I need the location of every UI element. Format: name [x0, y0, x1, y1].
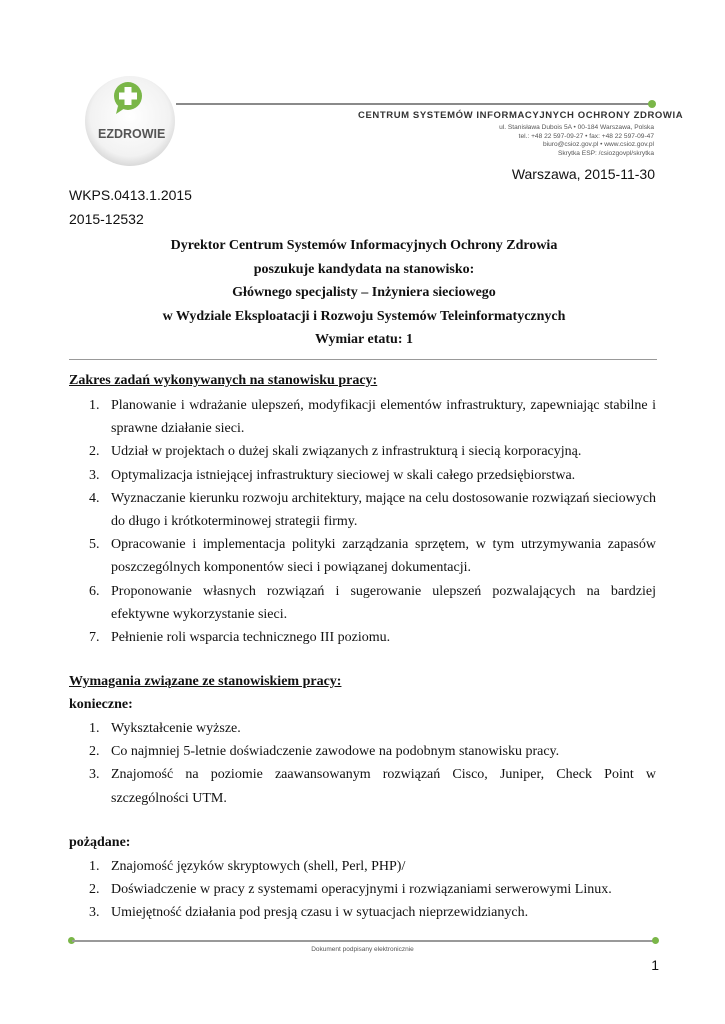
- title-line: w Wydziale Eksploatacji i Rozwoju Systemów Teleinformatycznych: [162, 308, 566, 324]
- title-line: poszukuje kandydata na stanowisko:: [253, 261, 475, 277]
- header-dot: [648, 100, 656, 108]
- list-item: 1. Planowanie i wdrażanie ulepszeń, modyfikacji elementów infrastruktury, zapewniając stabilne i sprawne działanie sieci.: [89, 398, 656, 437]
- announcement-title: [69, 234, 659, 352]
- address-line: ul. Stanisława Dubois 5A • 00-184 Warszawa, Polska: [499, 124, 654, 131]
- separator-line: [69, 359, 657, 360]
- desired-label: pożądane:: [69, 835, 131, 850]
- requirements-heading: Wymagania związane ze stanowiskiem pracy:: [69, 674, 342, 689]
- page-number: 1: [651, 957, 659, 973]
- title-line: Głównego specjalisty – Inżyniera sieciowego: [232, 285, 496, 301]
- header-line: [176, 103, 652, 105]
- org-name: CENTRUM SYSTEMÓW INFORMACYJNYCH OCHRONY ZDROWIA: [358, 110, 684, 121]
- org-address: [484, 124, 654, 158]
- title-line: Wymiar etatu: 1: [315, 332, 413, 348]
- case-number: 2015-12532: [69, 211, 144, 227]
- contact-line: tel.: +48 22 597-09-27 • fax: +48 22 597-09-47: [518, 132, 654, 140]
- logo-text: EZDROWIE: [98, 127, 166, 141]
- required-label: konieczne:: [69, 697, 133, 712]
- list-item: 1. Znajomość języków skryptowych (shell, Perl, PHP)/: [89, 859, 406, 874]
- list-item: 2. Udział w projektach o dużej skali związanych z infrastrukturą i siecią korporacyjną.: [89, 444, 582, 460]
- tasks-list: [69, 394, 656, 649]
- list-item: 3. Umiejętność działania pod presją czasu i w sytuacjach nieprzewidzianych.: [89, 905, 529, 921]
- reference-number: WKPS.0413.1.2015: [69, 187, 192, 203]
- list-item: 2. Co najmniej 5-letnie doświadczenie zawodowe na podobnym stanowisku pracy.: [89, 744, 560, 760]
- desired-list: [69, 855, 656, 925]
- list-item: 2. Doświadczenie w pracy z systemami operacyjnymi i rozwiązaniami serwerowymi Linux.: [89, 882, 612, 898]
- document-date: Warszawa, 2015-11-30: [511, 166, 655, 182]
- footer-dot: [652, 937, 659, 944]
- list-item: 7. Pełnienie roli wsparcia technicznego III poziomu.: [89, 630, 391, 646]
- signature-note: Dokument podpisany elektronicznie: [311, 946, 414, 953]
- title-line: Dyrektor Centrum Systemów Informacyjnych Ochrony Zdrowia: [170, 238, 558, 253]
- list-item: 3. Znajomość na poziomie zaawansowanym rozwiązań Cisco, Juniper, Check Point w szczególności UTM.: [89, 767, 656, 806]
- list-item: 6. Proponowanie własnych rozwiązań i sugerowanie ulepszeń pozwalających na bardziej efektywne wykorzystanie sieci.: [89, 583, 656, 622]
- ezdrowie-logo: [80, 72, 188, 170]
- tasks-heading: Zakres zadań wykonywanych na stanowisku pracy:: [69, 373, 378, 388]
- email-web-line: biuro@csioz.gov.pl • www.csioz.gov.pl: [542, 141, 654, 148]
- skrytka-line: Skrytka ESP: /csiozgovpl/skrytka: [557, 149, 654, 157]
- list-item: 3. Optymalizacja istniejącej infrastruktury sieciowej w skali całego przedsiębiorstwa.: [89, 467, 576, 483]
- list-item: 4. Wyznaczanie kierunku rozwoju architektury, mające na celu dostosowanie rozwiązań sieciowych do długo i krótkoterminowej strategii firmy.: [89, 490, 656, 530]
- footer-line: [72, 940, 655, 942]
- list-item: 5. Opracowanie i implementacja polityki zarządzania sprzętem, w tym utrzymywania zapasów poszczególnych komponentów sieci i powiązanej dokumentacji.: [89, 537, 656, 576]
- required-list: [69, 717, 656, 810]
- list-item: 1. Wykształcenie wyższe.: [89, 721, 241, 736]
